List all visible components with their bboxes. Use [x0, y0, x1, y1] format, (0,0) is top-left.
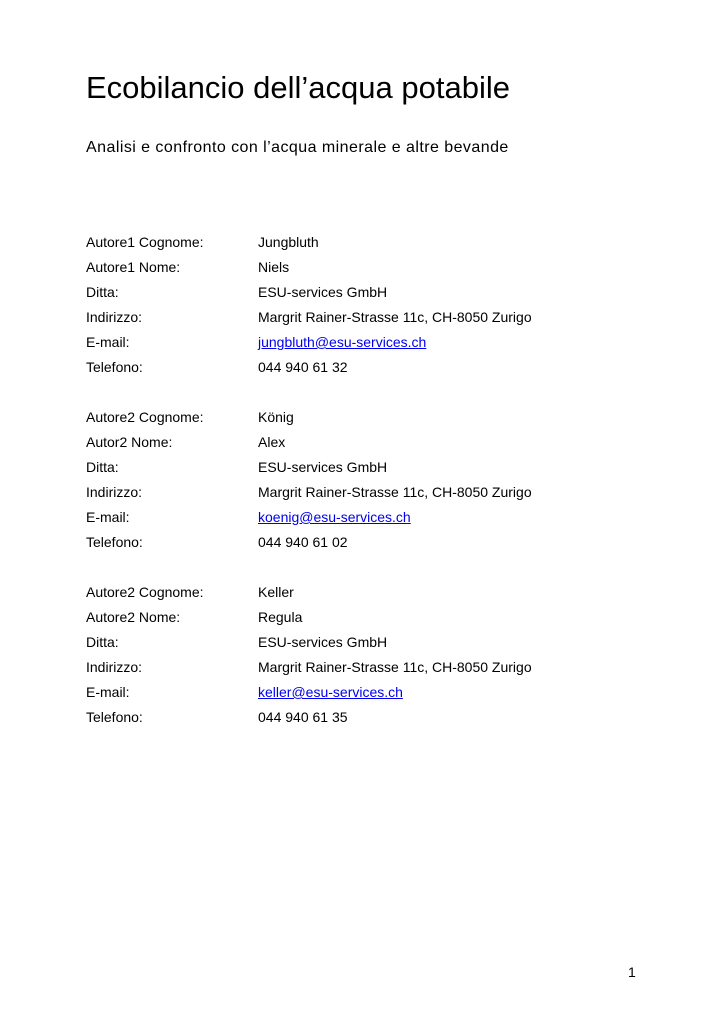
author-email-link[interactable]: koenig@esu-services.ch: [258, 509, 411, 525]
author-company-label: Ditta:: [86, 634, 119, 650]
author-email-label: E-mail:: [86, 684, 130, 700]
author-company-value: ESU-services GmbH: [258, 459, 388, 475]
document-subtitle: Analisi e confronto con l’acqua minerale e altre bevande: [86, 139, 509, 156]
author-address-label: Indirizzo:: [86, 484, 143, 500]
author-surname-row: [86, 407, 686, 432]
author-surname-label: Autore2 Cognome:: [86, 409, 204, 425]
author-name-label: Autore2 Nome:: [86, 609, 181, 625]
author-name-row: [86, 257, 686, 282]
author-company-row: [86, 632, 686, 657]
author-email-link[interactable]: keller@esu-services.ch: [258, 684, 403, 700]
author-company-value: ESU-services GmbH: [258, 284, 388, 300]
author-phone-value: 044 940 61 02: [258, 534, 348, 550]
author-surname-label: Autore2 Cognome:: [86, 584, 204, 600]
author-address-row: [86, 657, 686, 682]
author-block-3: [86, 582, 686, 732]
author-address-row: [86, 482, 686, 507]
author-company-row: [86, 457, 686, 482]
author-name-row: [86, 607, 686, 632]
author-phone-value: 044 940 61 32: [258, 359, 348, 375]
author-email-row: [86, 507, 686, 532]
author-company-label: Ditta:: [86, 459, 119, 475]
author-email-row: [86, 332, 686, 357]
author-phone-value: 044 940 61 35: [258, 709, 348, 725]
page-number: 1: [628, 964, 636, 980]
author-company-value: ESU-services GmbH: [258, 634, 388, 650]
author-surname-value: König: [258, 409, 294, 425]
author-company-label: Ditta:: [86, 284, 119, 300]
author-phone-label: Telefono:: [86, 709, 143, 725]
author-address-value: Margrit Rainer-Strasse 11c, CH-8050 Zurigo: [258, 484, 532, 500]
author-address-label: Indirizzo:: [86, 659, 143, 675]
author-name-value: Regula: [258, 609, 303, 625]
document-title: Ecobilancio dell’acqua potabile: [86, 70, 510, 105]
author-phone-label: Telefono:: [86, 359, 143, 375]
author-block-2: [86, 407, 686, 557]
author-address-label: Indirizzo:: [86, 309, 143, 325]
author-address-value: Margrit Rainer-Strasse 11c, CH-8050 Zurigo: [258, 659, 532, 675]
author-email-row: [86, 682, 686, 707]
author-phone-row: [86, 532, 686, 557]
author-address-value: Margrit Rainer-Strasse 11c, CH-8050 Zurigo: [258, 309, 532, 325]
author-name-row: [86, 432, 686, 457]
author-email-label: E-mail:: [86, 509, 130, 525]
authors-section: [86, 232, 686, 757]
author-name-value: Alex: [258, 434, 286, 450]
author-surname-value: Keller: [258, 584, 294, 600]
author-name-label: Autor2 Nome:: [86, 434, 173, 450]
author-address-row: [86, 307, 686, 332]
author-phone-row: [86, 357, 686, 382]
author-block-1: [86, 232, 686, 382]
author-surname-label: Autore1 Cognome:: [86, 234, 204, 250]
author-surname-value: Jungbluth: [258, 234, 319, 250]
author-name-value: Niels: [258, 259, 290, 275]
author-phone-row: [86, 707, 686, 732]
author-name-label: Autore1 Nome:: [86, 259, 181, 275]
author-surname-row: [86, 232, 686, 257]
author-email-link[interactable]: jungbluth@esu-services.ch: [258, 334, 427, 350]
author-email-label: E-mail:: [86, 334, 130, 350]
author-surname-row: [86, 582, 686, 607]
author-company-row: [86, 282, 686, 307]
author-phone-label: Telefono:: [86, 534, 143, 550]
